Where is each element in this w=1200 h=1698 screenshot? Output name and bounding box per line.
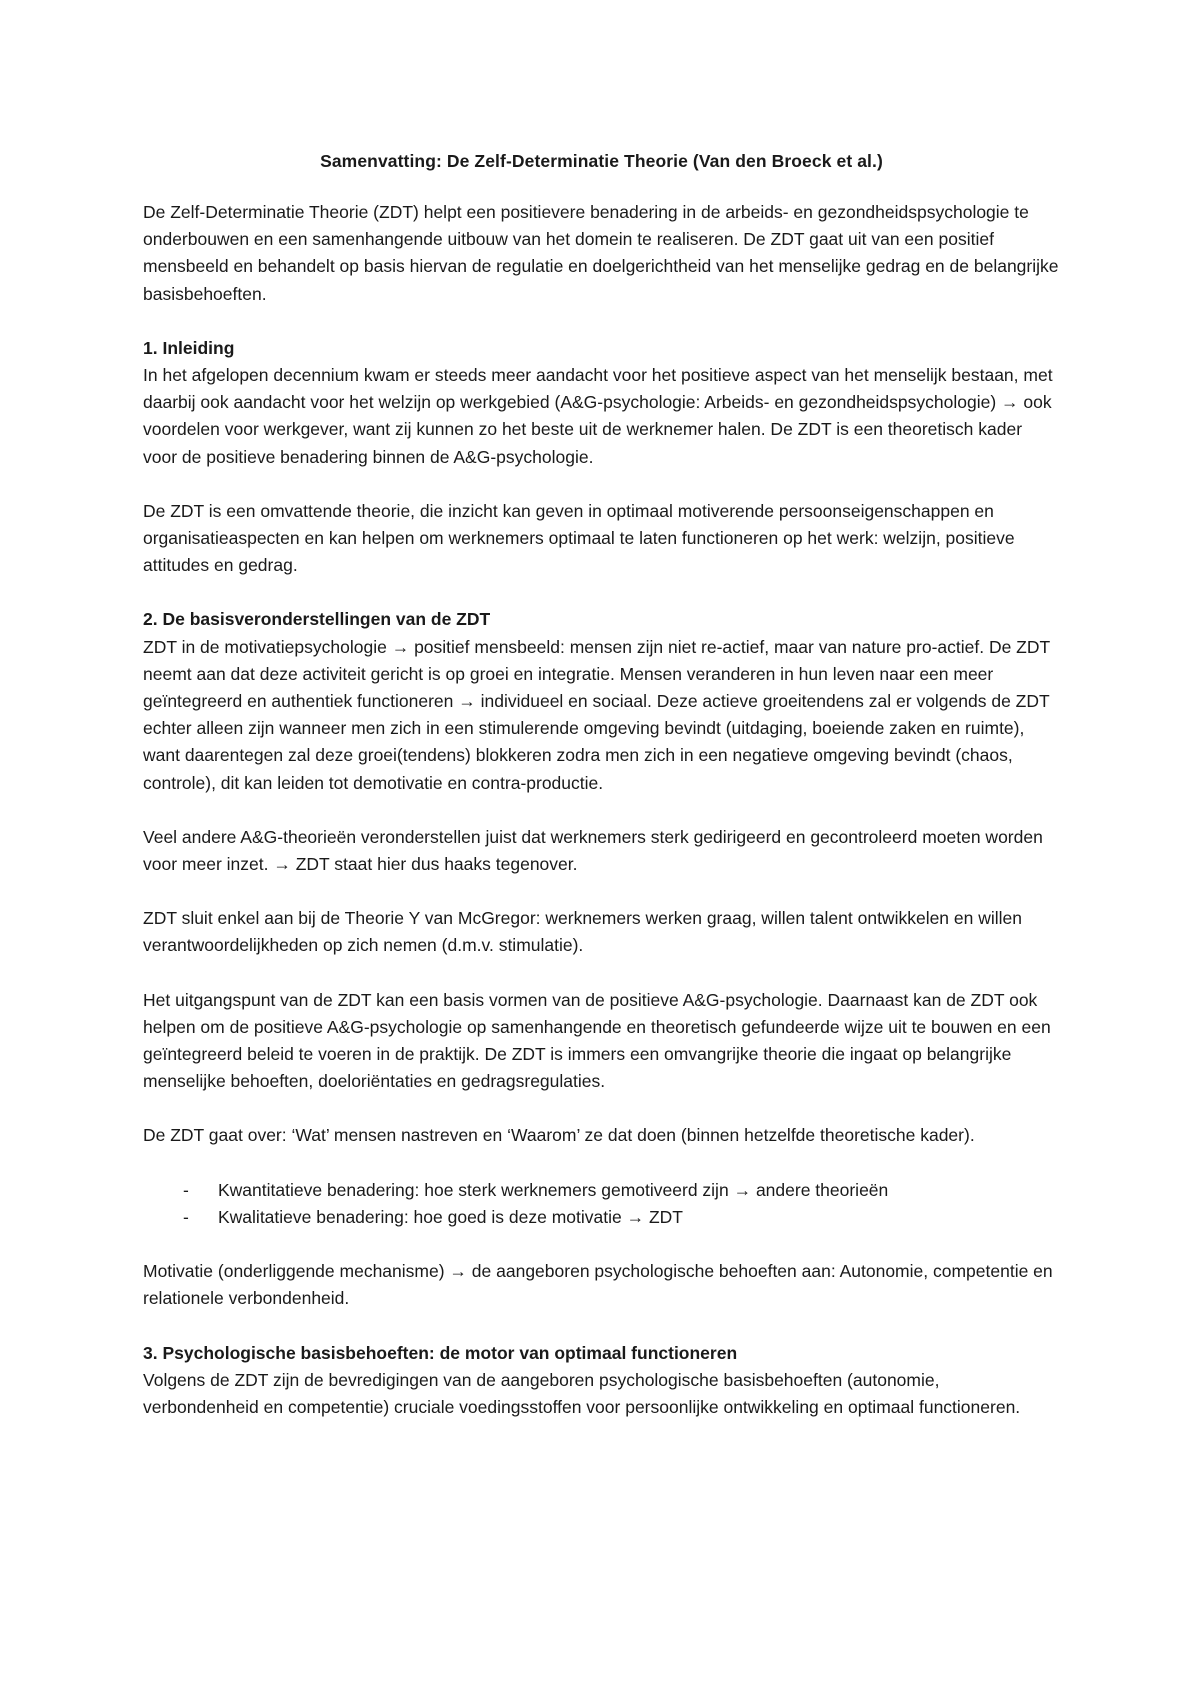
paragraph: De ZDT is een omvattende theorie, die inzicht kan geven in optimaal motiverende persoonseigenschappen en organisatieaspecten en kan helpen om werknemers optimaal te laten functioneren op het werk: welzijn, positieve attitudes en gedrag. (143, 500, 1015, 576)
arrow-icon: → (449, 1261, 467, 1282)
text-run: Kwalitatieve benadering: hoe goed is deze motivatie (218, 1206, 622, 1227)
paragraph: Volgens de ZDT zijn de bevredigingen van de aangeboren psychologische basisbehoeften (autonomie, verbondenheid en competentie) cruciale voedingsstoffen voor persoonlijke ontwikkeling en optimaal functioneren. (143, 1369, 1021, 1417)
paragraph (143, 1258, 1060, 1312)
list-item (183, 1204, 1060, 1231)
arrow-icon: → (626, 1206, 645, 1227)
dash-list (143, 1177, 1060, 1231)
paragraph (143, 362, 1060, 471)
arrow-icon: → (273, 854, 291, 875)
text-run: In het afgelopen decennium kwam er steeds meer aandacht voor het positieve aspect van het menselijk bestaan, met daarbij ook aandacht voor het welzijn op werkgebied (A&G-psychologie: Arbeids- en gezondheidspsychologie) (143, 365, 1053, 413)
arrow-icon: → (458, 691, 476, 712)
intro-paragraph: De Zelf-Determinatie Theorie (ZDT) helpt een positievere benadering in de arbeids- en gezondheidspsychologie te onderbouwen en een samenhangende uitbouw van het domein te realiseren. De ZDT gaat uit van een positief mensbeeld en behandelt op basis hiervan de regulatie en doelgerichtheid van het menselijke gedrag en de belangrijke basisbehoeften. (143, 202, 1059, 304)
text-run: andere theorieën (755, 1179, 889, 1200)
section-basisbehoeften (143, 1340, 1060, 1422)
document-title: Samenvatting: De Zelf-Determinatie Theorie (Van den Broeck et al.) (320, 151, 883, 171)
section-inleiding (143, 335, 1060, 580)
paragraph (143, 824, 1060, 878)
text-run: de aangeboren psychologische behoeften aan: Autonomie, competentie en relationele verbondenheid. (143, 1261, 1053, 1309)
paragraph: De ZDT gaat over: ‘Wat’ mensen nastreven en ‘Waarom’ ze dat doen (binnen hetzelfde theoretische kader). (143, 1125, 975, 1146)
arrow-icon: → (733, 1179, 752, 1200)
arrow-icon: → (1001, 392, 1019, 413)
section-heading: 3. Psychologische basisbehoeften: de motor van optimaal functioneren (143, 1342, 738, 1363)
text-run: individueel en sociaal. Deze actieve groeitendens zal er volgends de ZDT echter alleen zijn wanneer men zich in een stimulerende omgeving bevindt (uitdaging, boeiende zaken en ruimte), want daarentegen zal deze groei(tendens) blokkeren zodra men zich in een negatieve omgeving bevindt (chaos, controle), dit kan leiden tot demotivatie en contra-productie. (143, 691, 1050, 793)
section-heading: 1. Inleiding (143, 337, 235, 358)
paragraph: ZDT sluit enkel aan bij de Theorie Y van McGregor: werknemers werken graag, willen talent ontwikkelen en willen verantwoordelijkheden op zich nemen (d.m.v. stimulatie). (143, 908, 1022, 956)
arrow-icon: → (391, 636, 410, 657)
text-run: Motivatie (onderliggende mechanisme) (143, 1261, 445, 1282)
text-run: Kwantitatieve benadering: hoe sterk werknemers gemotiveerd zijn (218, 1179, 729, 1200)
text-run: ZDT in de motivatiepsychologie (143, 636, 387, 657)
text-run: ook voordelen voor werkgever, want zij kunnen zo het beste uit de werknemer halen. De ZDT is een theoretisch kader voor de positieve benadering binnen de A&G-psychologie. (143, 392, 1052, 467)
section-heading: 2. De basisveronderstellingen van de ZDT (143, 609, 491, 630)
text-run: ZDT staat hier dus haaks tegenover. (295, 854, 578, 875)
paragraph (143, 634, 1060, 797)
paragraph: Het uitgangspunt van de ZDT kan een basis vormen van de positieve A&G-psychologie. Daarnaast kan de ZDT ook helpen om de positieve A&G-psychologie op samenhangende en theoretisch gefundeerde wijze uit te bouwen en een geïntegreerd beleid te voeren in de praktijk. De ZDT is immers een omvangrijke theorie die ingaat op belangrijke menselijke behoeften, doeloriëntaties en gedragsregulaties. (143, 989, 1051, 1092)
text-run: positief mensbeeld: mensen zijn niet re-actief, maar van nature pro-actief. De ZDT neemt aan dat deze activiteit gericht is op groei en integratie. Mensen veranderen in hun leven naar een meer geïntegreerd en authentiek functioneren (143, 636, 1050, 712)
list-item (183, 1177, 1060, 1204)
text-run: Veel andere A&G-theorieën veronderstellen juist dat werknemers sterk gedirigeerd en gecontroleerd moeten worden voor meer inzet. (143, 826, 1043, 875)
section-basisveronderstellingen (143, 606, 1060, 1312)
text-run: ZDT (648, 1206, 684, 1227)
